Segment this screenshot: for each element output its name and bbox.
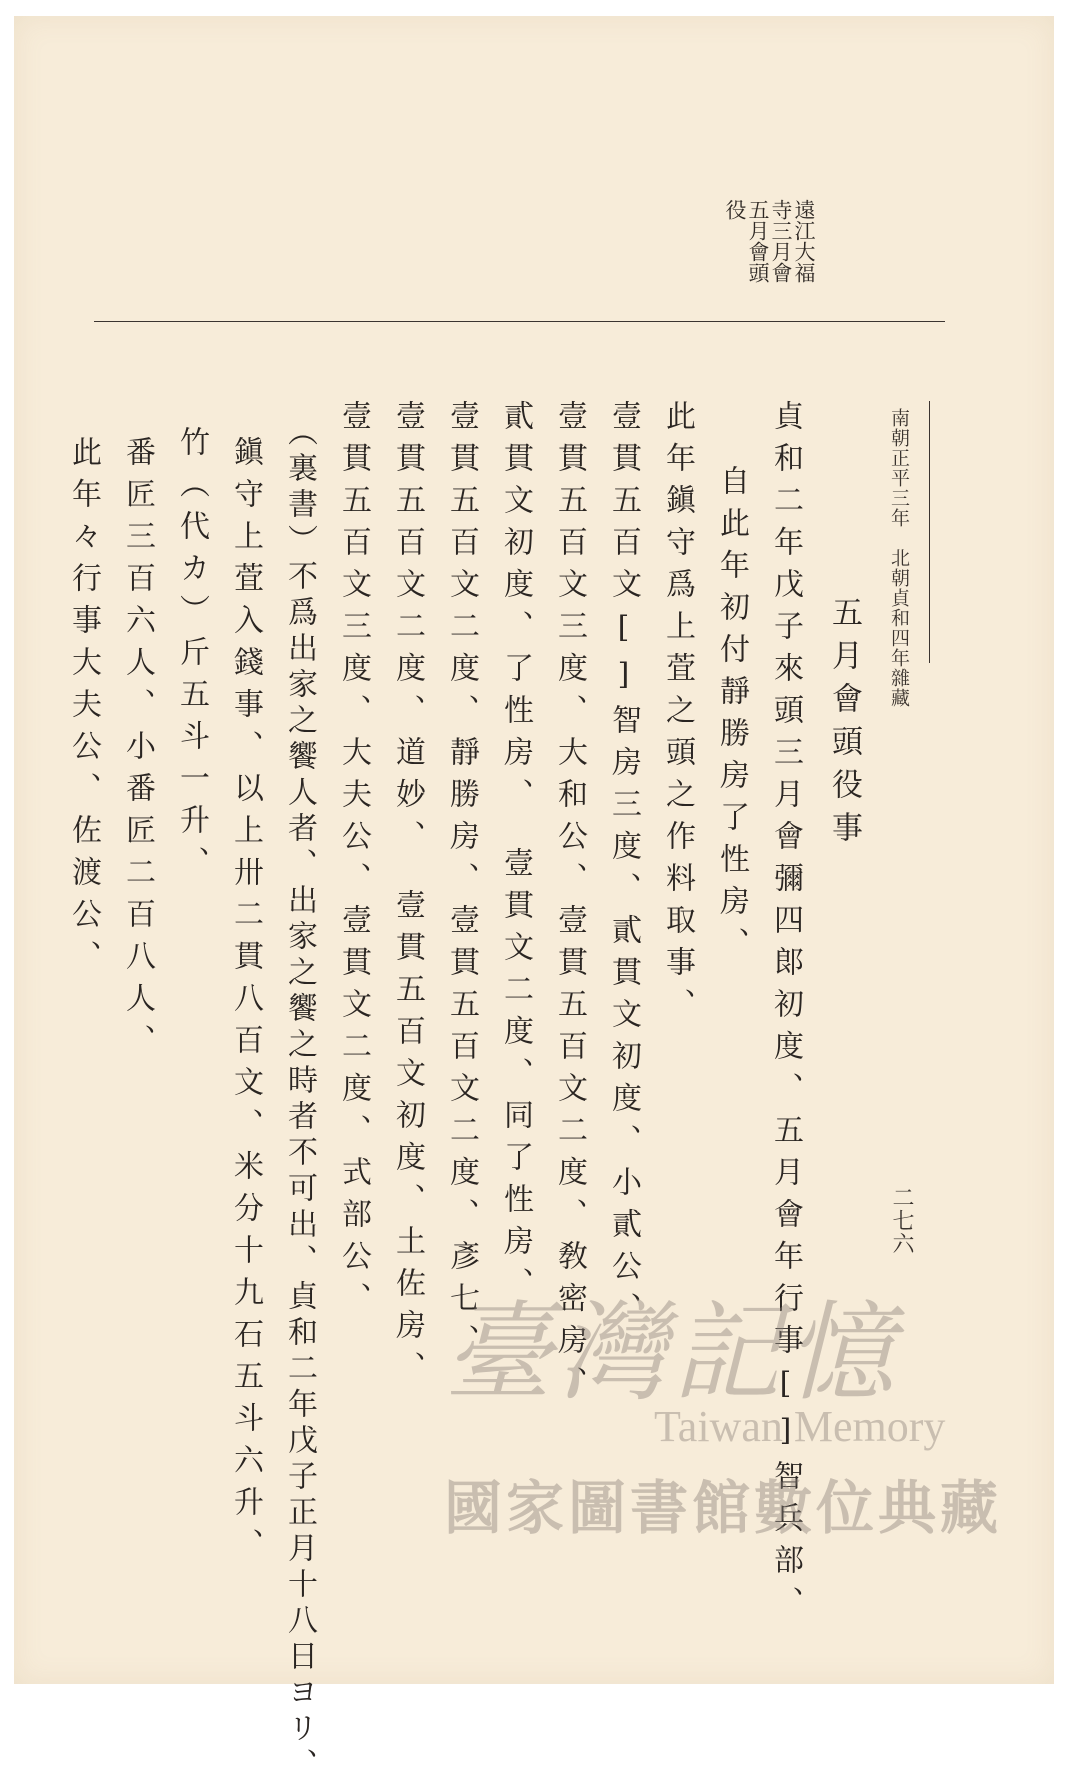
text-column-8: 壹貫五百文二度、道妙、 壹貫五百文初度、土佐房、 [390,400,425,1393]
section-title: 五月會頭役事 [826,596,862,854]
text-column-6: 貳貫文初度、了性房、 壹貫文二度、同了性房、 [498,400,533,1309]
text-column-3: 此年鎭守爲上萓之頭之作料取事、 [660,400,695,1030]
running-head: 南朝正平三年 北朝貞和四年雜藏 [888,408,910,708]
page-number: 二七六 [889,1186,914,1255]
document-page [14,16,1054,1784]
text-column-2: 自此年初付靜勝房了性房、 [714,465,749,969]
text-column-11: 鎭守上萓入錢事、以上卅二貫八百文、米分十九石五斗六升、 [228,436,263,1570]
header-rule [94,321,945,322]
watermark-english: Taiwan Memory [654,1402,946,1451]
text-column-12: 竹（代カ）斤五斗一升、 [174,426,209,888]
marginal-note-col-2: 寺三月會 [769,199,793,283]
text-column-7: 壹貫五百文二度、靜勝房、壹貫五百文二度、彥七、 [444,400,479,1366]
text-column-5: 壹貫五百文三度、大和公、壹貫五百文二度、敎密房、 [552,400,587,1408]
watermark [444,1266,1014,1566]
text-column-13: 番匠三百六人、小番匠二百八人、 [120,436,155,1066]
text-column-1: 貞和二年戊子來頭三月會彌四郞初度、五月會年行事[]智兵部、 [768,400,803,1628]
text-column-10: （裏書）不爲出家之饗人者、出家之饗之時者不可出、貞和二年戊子正月十八日ヨリ、 [282,416,317,1784]
marginal-note-col-3: 五月會頭 [746,199,770,283]
marginal-note-col-4: 役 [723,199,747,220]
text-column-4: 壹貫五百文[]智房三度、貳貫文初度、小貳公、 [606,400,641,1334]
watermark-subtitle: 國家圖書館數位典藏 [444,1474,1003,1542]
text-column-9: 壹貫五百文三度、大夫公、壹貫文二度、式部公、 [336,400,371,1324]
text-column-14: 此年々行事大夫公、佐渡公、 [66,436,101,982]
marginal-note-col-1: 遠江大福 [792,199,816,283]
title-rule [929,401,930,663]
watermark-logo: 臺灣記憶 [444,1291,901,1416]
